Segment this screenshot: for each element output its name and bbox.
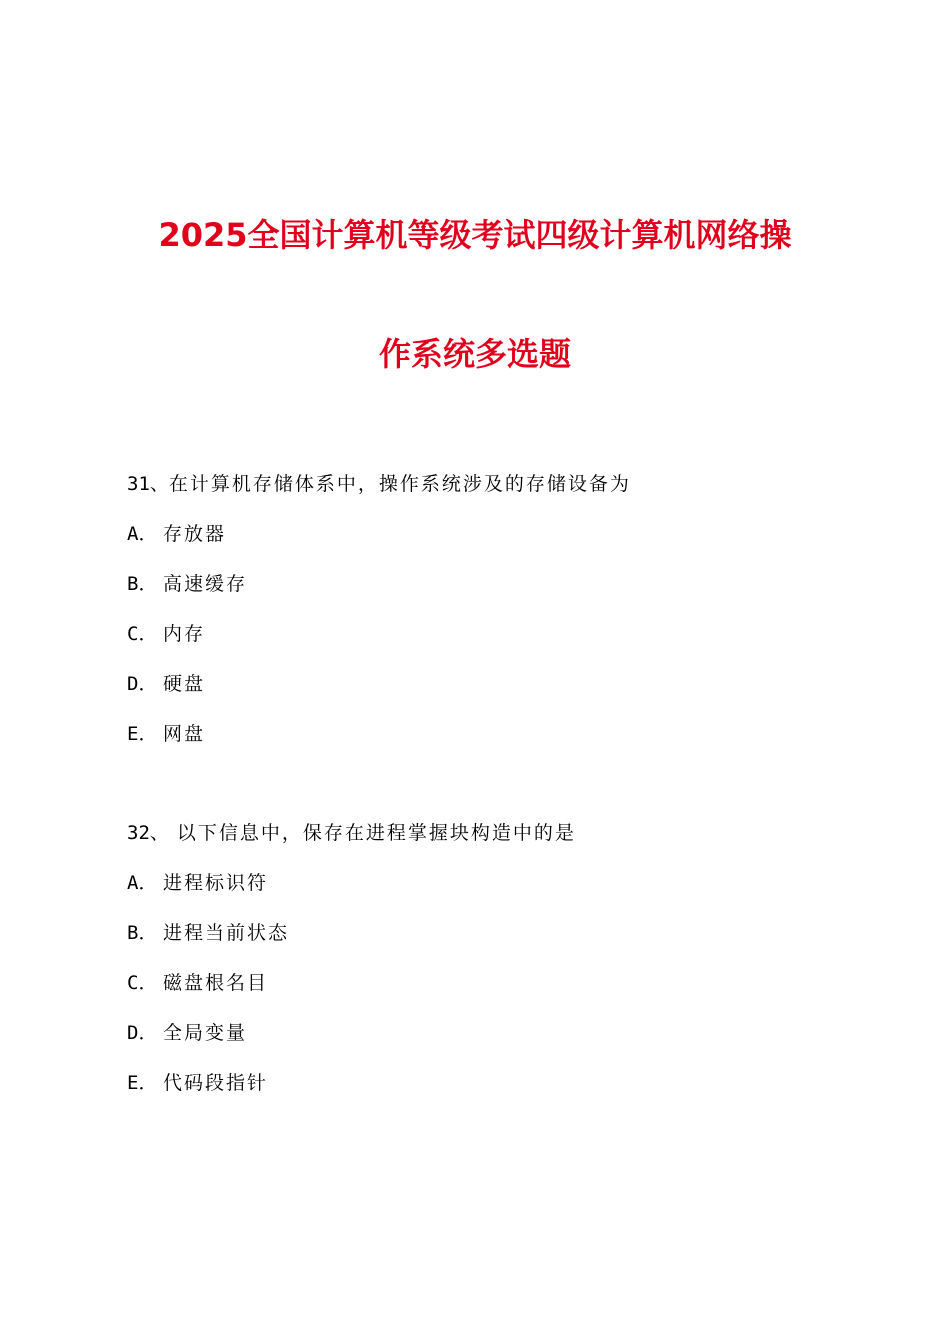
option-letter: C． [127, 623, 158, 645]
document-title-line-1: 2025全国计算机等级考试四级计算机网络操 [158, 216, 792, 254]
option-letter: A． [127, 872, 158, 894]
option-letter: A． [127, 523, 158, 545]
option-letter: D． [127, 1022, 158, 1044]
document-title-line-2: 作系统多选题 [378, 335, 571, 373]
question-32-option-b [127, 920, 289, 946]
question-31-option-b [127, 571, 247, 597]
question-32-option-a [127, 870, 268, 896]
option-text: 磁盘根名目 [163, 972, 269, 994]
option-text: 硬盘 [163, 673, 206, 695]
option-letter: B． [127, 922, 158, 944]
option-letter: B． [127, 573, 158, 595]
question-31-stem [127, 471, 631, 497]
option-text: 存放器 [163, 523, 227, 545]
option-text: 内存 [163, 623, 206, 645]
question-32-option-c [127, 970, 268, 996]
option-text: 网盘 [163, 723, 206, 745]
option-text: 全局变量 [163, 1022, 248, 1044]
question-31-option-a [127, 521, 226, 547]
option-letter: E． [127, 723, 158, 745]
question-number: 31、 [127, 473, 169, 495]
question-31-option-c [127, 621, 205, 647]
option-letter: D． [127, 673, 158, 695]
option-text: 进程当前状态 [163, 922, 290, 944]
option-text: 代码段指针 [163, 1072, 269, 1094]
option-letter: C． [127, 972, 158, 994]
question-32-option-e [127, 1070, 268, 1096]
question-text: 以下信息中，保存在进程掌握块构造中的是 [168, 822, 576, 844]
question-number: 32、 [127, 822, 169, 844]
question-text: 在计算机存储体系中，操作系统涉及的存储设备为 [168, 473, 631, 495]
option-text: 高速缓存 [163, 573, 248, 595]
option-letter: E． [127, 1072, 158, 1094]
question-31-option-d [127, 671, 205, 697]
question-32-option-d [127, 1020, 247, 1046]
option-text: 进程标识符 [163, 872, 269, 894]
question-31-option-e [127, 721, 205, 747]
question-32-stem [127, 820, 576, 846]
